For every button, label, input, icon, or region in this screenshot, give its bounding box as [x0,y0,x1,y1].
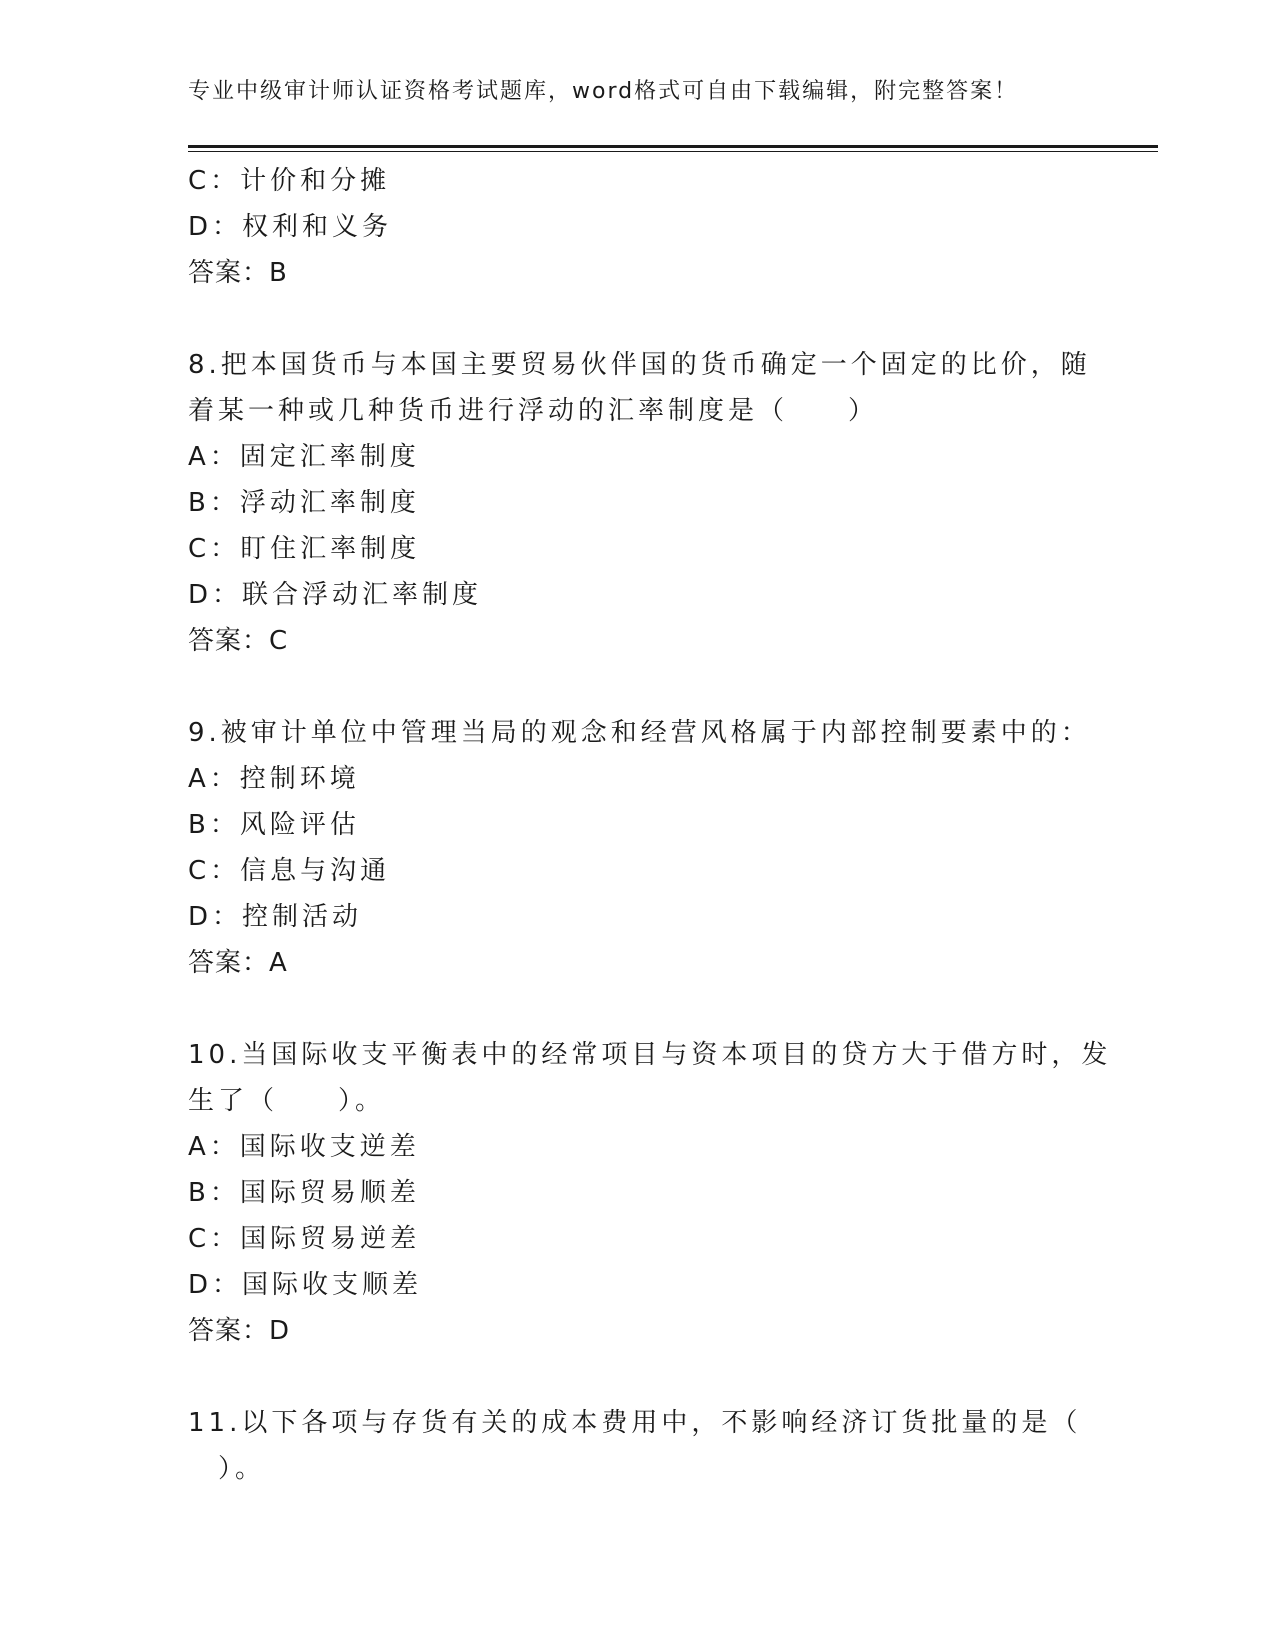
option-line: D：权利和义务 [188,212,393,242]
option-line: C：盯住汇率制度 [188,534,421,564]
option-line: C：国际贸易逆差 [188,1224,421,1254]
option-line: C：计价和分摊 [188,166,391,196]
header-divider-thick [188,145,1158,148]
option-line: B：风险评估 [188,810,360,840]
option-line: A：国际收支逆差 [188,1132,420,1162]
option-line: D：国际收支顺差 [188,1270,423,1300]
option-line: B：浮动汇率制度 [188,488,420,518]
answer-line: 答案：C [188,626,289,656]
answer-line: 答案：D [188,1316,291,1346]
page-header: 专业中级审计师认证资格考试题库，word格式可自由下载编辑，附完整答案！ [188,79,1019,104]
question-block-11 [188,1400,1088,1492]
option-line: D：控制活动 [188,902,363,932]
option-line: D：联合浮动汇率制度 [188,580,483,610]
question-text: ）。 [188,1454,266,1484]
question-text: 9.被审计单位中管理当局的观念和经营风格属于内部控制要素中的： [188,718,1091,748]
answer-line: 答案：A [188,948,288,978]
question-text: 10.当国际收支平衡表中的经常项目与资本项目的贷方大于借方时，发 [188,1040,1112,1070]
question-block-8 [188,342,1091,664]
option-line: C：信息与沟通 [188,856,391,886]
question-block-10 [188,1032,1112,1354]
question-text: 8.把本国货币与本国主要贸易伙伴国的货币确定一个固定的比价，随 [188,350,1091,380]
option-line: B：国际贸易顺差 [188,1178,420,1208]
document-body [188,158,1112,1492]
question-text: 生了（ ）。 [188,1086,386,1116]
question-text: 11.以下各项与存货有关的成本费用中，不影响经济订货批量的是（ [188,1408,1082,1438]
header-divider-thin [188,151,1158,152]
question-text: 着某一种或几种货币进行浮动的汇率制度是（ ） [188,396,879,426]
answer-line: 答案：B [188,258,288,288]
question-block-7-tail [188,158,1088,296]
option-line: A：控制环境 [188,764,360,794]
question-block-9 [188,710,1091,986]
option-line: A：固定汇率制度 [188,442,420,472]
